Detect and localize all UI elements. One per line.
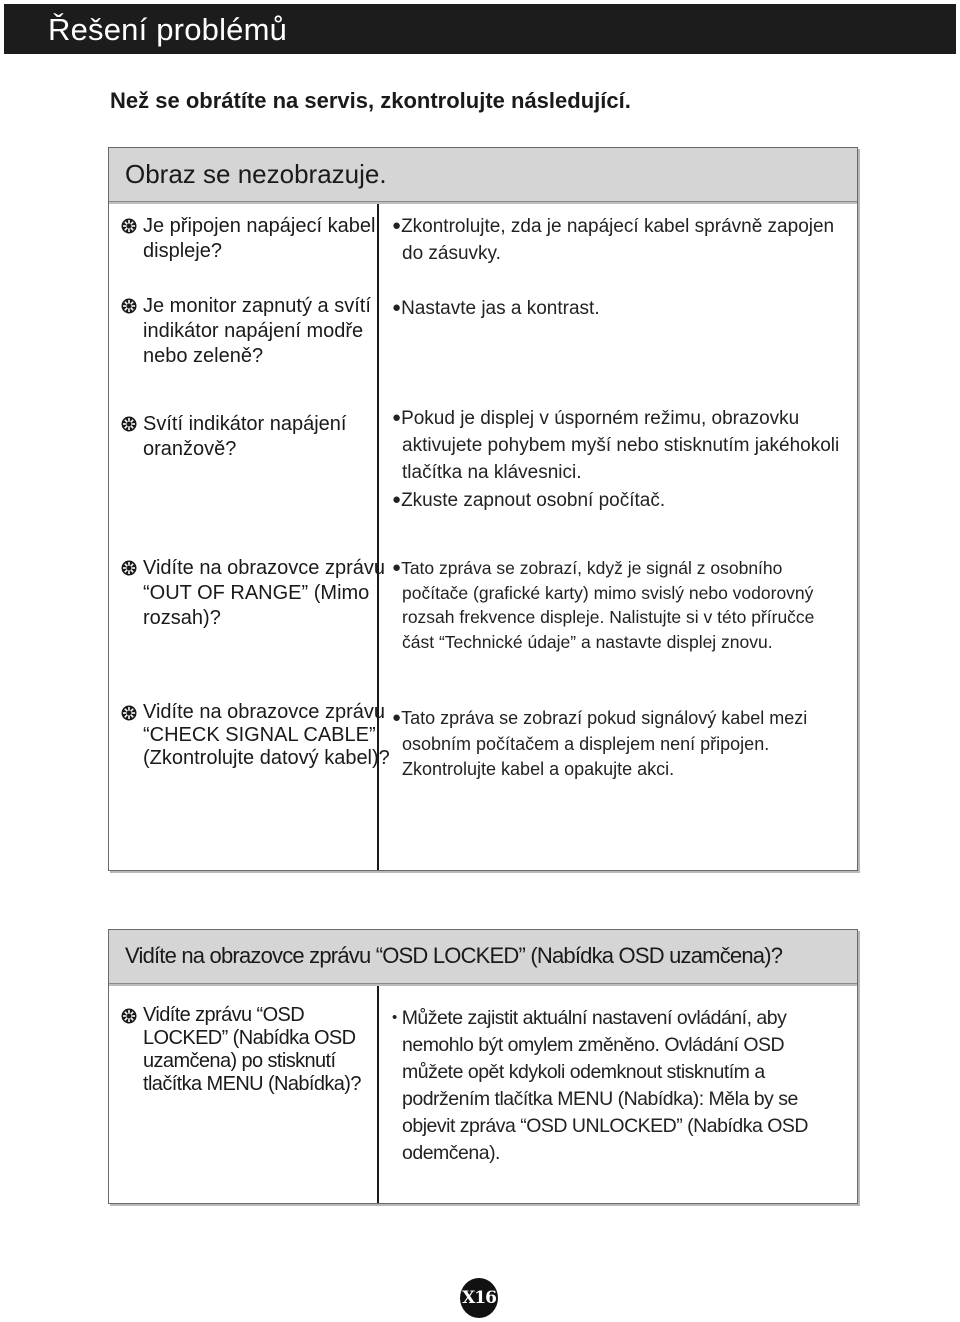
gear-icon <box>121 705 137 721</box>
gear-icon <box>121 416 137 432</box>
answer-monitor-on: ●Nastavte jas a kontrast. <box>392 298 600 319</box>
title-bar <box>4 4 956 54</box>
panel-heading-bar <box>109 930 857 984</box>
page-number-badge: X16 <box>460 1278 498 1318</box>
panel-heading-bar <box>109 148 857 202</box>
panel-osd-locked <box>108 929 858 1204</box>
gear-icon <box>121 298 137 314</box>
answer-osd-locked: • Můžete zajistit aktuální nastavení ovládání, aby nemohlo být omylem změněno. Ovládání OSD můžete opět kdykoli odemknout stisknutím a podržením tlačítka MENU (Nabídka): Měla by se objevit zpráva “OSD UNLOCKED” (Nabídka OSD odemčena). <box>392 1007 808 1164</box>
panel-no-image <box>108 147 858 871</box>
question-osd-locked: Vidíte zprávu “OSD LOCKED” (Nabídka OSD uzamčena) po stisknutí tlačítka MENU (Nabídka)? <box>117 1004 383 1096</box>
page-title: Řešení problémů <box>48 12 288 47</box>
gear-icon <box>121 560 137 576</box>
panel-heading: Obraz se nezobrazuje. <box>125 159 387 189</box>
question-power-cable: Je připojen napájecí kabel displeje? <box>117 214 403 264</box>
gear-icon <box>121 218 137 234</box>
answer-power-cable: ●Zkontrolujte, zda je napájecí kabel správně zapojen do zásuvky. <box>392 216 835 264</box>
question-check-signal: Vidíte na obrazovce zprávu “CHECK SIGNAL CABLE” (Zkontrolujte datový kabel)? <box>117 701 403 770</box>
answer-orange-indicator: ●Pokud je displej v úsporném režimu, obrazovku aktivujete pohybem myší nebo stisknutím jakéhokoli tlačítka na klávesnici. ●Zkuste zapnout osobní počítač. <box>392 408 840 511</box>
panel-heading: Vidíte na obrazovce zprávu “OSD LOCKED” (Nabídka OSD uzamčena)? <box>125 943 783 968</box>
question-out-of-range: Vidíte na obrazovce zprávu “OUT OF RANGE” (Mimo rozsah)? <box>117 556 403 631</box>
answer-out-of-range: ●Tato zpráva se zobrazí, když je signál z osobního počítače (grafické karty) mimo svislý nebo vodorovný rozsah frekvence displeje. Nalistujte si v této příručce část “Technické údaje” a nastavte displej znovu. <box>392 558 815 652</box>
question-orange-indicator: Svítí indikátor napájení oranžově? <box>117 412 403 462</box>
question-monitor-on: Je monitor zapnutý a svítí indikátor napájení modře nebo zeleně? <box>117 294 403 369</box>
gear-icon <box>121 1008 137 1024</box>
intro-text: Než se obrátíte na servis, zkontrolujte následující. <box>110 88 631 113</box>
answer-check-signal: ●Tato zpráva se zobrazí pokud signálový kabel mezi osobním počítačem a displejem není připojen. Zkontrolujte kabel a opakujte akci. <box>392 708 808 779</box>
